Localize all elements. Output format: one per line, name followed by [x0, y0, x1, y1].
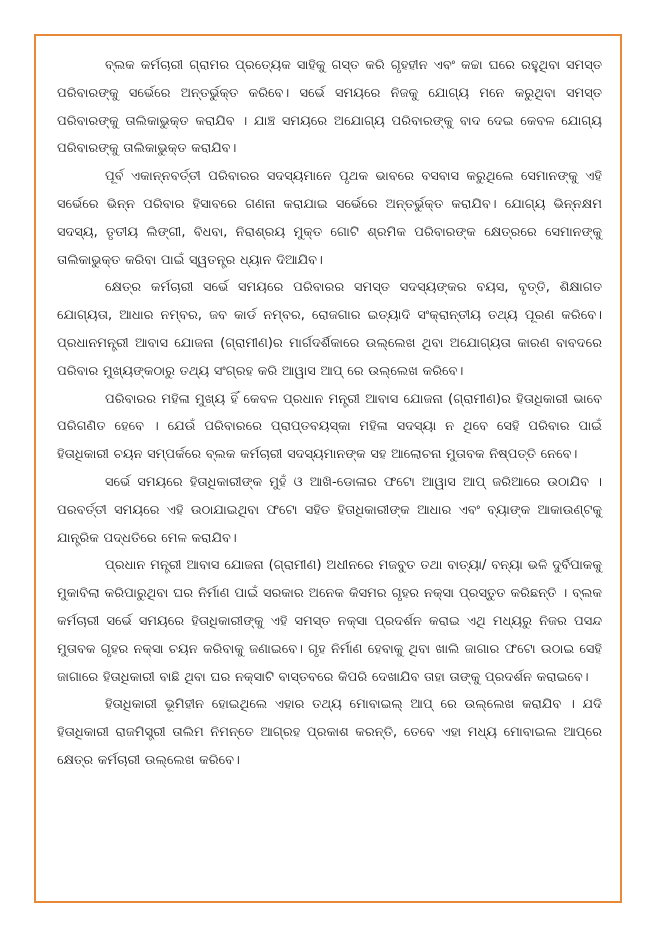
paragraph-photo-capture: ସର୍ଭେ ସମୟରେ ହିତାଧିକାରୀଙ୍କ ମୁହଁ ଓ ଆଖି-ଡୋଳାର ଫଟୋ ଆୱାସ ଆପ୍ ଜରିଆରେ ଉଠାଯିବ । ପରବର୍ତ୍ତୀ ସମୟରେ ଏହି ଉଠାଯାଇଥିବା ଫଟୋ ସହିତ ହିତାଧିକାରୀଙ୍କ ଆଧାର ଏବଂ ବ୍ୟାଙ୍କ ଆକାଉଣ୍ଟକୁ ଯାନ୍ତ୍ରିକ ପଦ୍ଧତିରେ ମେଳ କରାଯିବ। — [57, 474, 602, 546]
document-frame — [34, 34, 622, 903]
paragraph-landless: ହିତାଧିକାରୀ ଭୂମିହୀନ ହୋଇଥିଲେ ଏହାର ତଥ୍ୟ ମୋବାଇଲ୍ ଆପ୍ ରେ ଉଲ୍ଲେଖ କରାଯିବ । ଯଦି ହିତାଧିକାରୀ ରାଜମିସ୍ତ୍ରୀ ତାଲିମ ନିମନ୍ତେ ଆଗ୍ରହ ପ୍ରକାଶ କରନ୍ତି, ତେବେ ଏହା ମଧ୍ୟ ମୋବାଇଲ ଆପ୍‌ରେ କ୍ଷେତ୍ର କର୍ମଚାରୀ ଉଲ୍ଲେଖ କରିବେ। — [57, 697, 602, 768]
paragraph-female-head: ପରିବାରର ମହିଳା ମୁଖ୍ୟ ହିଁ କେବଳ ପ୍ରଧାନ ମନ୍ତ୍ରୀ ଆବାସ ଯୋଜନା (ଗ୍ରାମୀଣ)ର ହିତାଧିକାରୀ ଭାବେ ପରିଗଣିତ ହେବେ । ଯେଉଁ ପରିବାରରେ ପ୍ରାପ୍ତବୟସ୍କା ମହିଳା ସଦସ୍ୟା ନ ଥିବେ ସେହି ପରିବାର ପାଇଁ ହିତାଧିକାରୀ ଚୟନ ସମ୍ପର୍କରେ ବ୍ଲକ କର୍ମଚାରୀ ସଦସ୍ୟମାନଙ୍କ ସହ ଆଲୋଚନା ମୁତାବକ ନିଷ୍ପତ୍ତି ନେବେ। — [57, 391, 602, 463]
paragraph-house-designs: ପ୍ରଧାନ ମନ୍ତ୍ରୀ ଆବାସ ଯୋଜନା (ଗ୍ରାମୀଣ) ଅଧୀନରେ ମଜବୁତ ତଥା ବାତ୍ୟା/ ବନ୍ୟା ଭଳି ଦୁର୍ବିପାକକୁ ମୁକାବିଲା କରିପାରୁଥିବା ଘର ନିର୍ମାଣ ପାଇଁ ସରକାର ଅନେକ କିସମର ଗୃହର ନକ୍ସା ପ୍ରସ୍ତୁତ କରିଛନ୍ତି । ବ୍ଲକ କର୍ମଚାରୀ ସର୍ଭେ ସମୟରେ ହିତାଧିକାରୀଙ୍କୁ ଏହି ସମସ୍ତ ନକ୍ସା ପ୍ରଦର୍ଶନ କରାଇ ଏଥି ମଧ୍ୟରୁ ନିଜର ପସନ୍ଦ ମୁତାବକ ଗୃହର ନକ୍ସା ଚୟନ କରିବାକୁ ଜଣାଇବେ। ଗୃହ ନିର୍ମାଣ ହେବାକୁ ଥିବା ଖାଲି ଜାଗାର ଫଟୋ ଉଠାଇ ସେହି ଜାଗାରେ ହିତାଧିକାରୀ ବାଛି ଥିବା ଘର ନକ୍ସାଟି ବାସ୍ତବରେ କିପରି ଦେଖାଯିବ ତାହା ତାଙ୍କୁ ପ୍ରଦର୍ଶନ କରାଇବେ। — [57, 558, 602, 685]
paragraph-field-survey: କ୍ଷେତ୍ର କର୍ମଚାରୀ ସର୍ଭେ ସମୟରେ ପରିବାରର ସମସ୍ତ ସଦସ୍ୟଙ୍କର ବୟସ, ବୃତ୍ତି, ଶିକ୍ଷାଗତ ଯୋଗ୍ୟତା, ଆଧାର ନମ୍ବର, ଜବ କାର୍ଡ ନମ୍ବର, ରୋଜଗାର ଇତ୍ୟାଦି ସଂକ୍ରାନ୍ତୀୟ ତଥ୍ୟ ପୂରଣ କରିବେ। ପ୍ରଧାନମନ୍ତ୍ରୀ ଆବାସ ଯୋଜନା (ଗ୍ରାମୀଣ)ର ମାର୍ଗଦର୍ଶିକାରେ ଉଲ୍ଲେଖ ଥିବା ଅଯୋଗ୍ୟତା କାରଣ ବାବଦରେ ପରିବାର ମୁଖ୍ୟଙ୍କଠାରୁ ତଥ୍ୟ ସଂଗ୍ରହ କରି ଆୱାସ ଆପ୍ ରେ ଉଲ୍ଲେଖ କରିବେ। — [57, 280, 602, 379]
paragraph-joint-family: ପୂର୍ବ ଏକାନ୍ନବର୍ତ୍ତୀ ପରିବାରର ସଦସ୍ୟମାନେ ପୃଥକ ଭାବରେ ବସବାସ କରୁଥିଲେ ସେମାନଙ୍କୁ ଏହି ସର୍ଭେରେ ଭିନ୍ନ ପରିବାର ହିସାବରେ ଗଣନା କରାଯାଇ ସର୍ଭେରେ ଅନ୍ତର୍ଭୁକ୍ତ କରାଯିବ। ଯୋଗ୍ୟ ଭିନ୍ନକ୍ଷମ ସଦସ୍ୟ, ତୃତୀୟ ଲିଙ୍ଗୀ, ବିଧବା, ନିରାଶ୍ରୟ ମୁକ୍ତ ଗୋଟି ଶ୍ରମିକ ପରିବାରଙ୍କ କ୍ଷେତ୍ରରେ ସେମାନଙ୍କୁ ତାଲିକାଭୁକ୍ତ କରିବା ପାଇଁ ସ୍ୱତନ୍ତ୍ର ଧ୍ୟାନ ଦିଆଯିବ। — [57, 169, 602, 268]
paragraph-block-survey: ବ୍ଲକ କର୍ମଚାରୀ ଗ୍ରାମର ପ୍ରତ୍ୟେକ ସାହିକୁ ଗସ୍ତ କରି ଗୃହହୀନ ଏବଂ କଚ୍ଚା ଘରେ ରହୁଥିବା ସମସ୍ତ ପରିବାରଙ୍କୁ ସର୍ଭେରେ ଅନ୍ତର୍ଭୁକ୍ତ କରିବେ। ସର୍ଭେ ସମୟରେ ନିଜକୁ ଯୋଗ୍ୟ ମନେ କରୁଥିବା ସମସ୍ତ ପରିବାରଙ୍କୁ ତାଲିକାଭୁକ୍ତ କରାଯିବ । ଯାଞ୍ଚ ସମୟରେ ଅଯୋଗ୍ୟ ପରିବାରଙ୍କୁ ବାଦ ଦେଇ କେବଳ ଯୋଗ୍ୟ ପରିବାରଙ୍କୁ ତାଲିକାଭୁକ୍ତ କରାଯିବ। — [57, 58, 602, 157]
